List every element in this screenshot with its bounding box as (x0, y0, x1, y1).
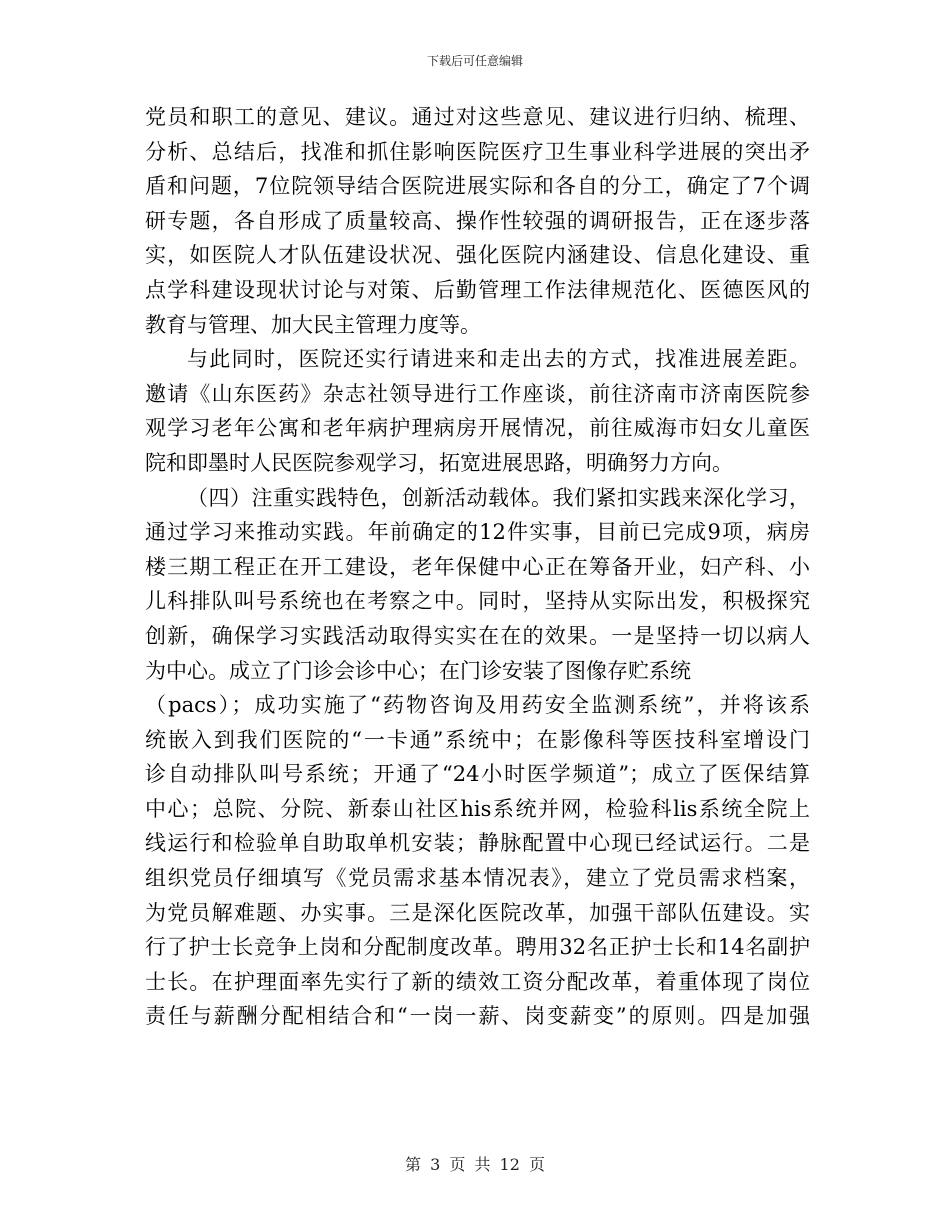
text-line: 行了护士长竞争上岗和分配制度改革。聘用32名正护士长和14名副护 (145, 935, 810, 960)
text-line: 与此同时，医院还实行请进来和走出去的方式，找准进展差距。 (187, 347, 810, 372)
text-line: 实，如医院人才队伍建设状况、强化医院内涵建设、信息化建设、重 (145, 243, 810, 268)
text-line: 责任与薪酬分配相结合和“一岗一薪、岗变薪变”的原则。四是加强 (145, 1004, 810, 1029)
text-line: 分析、总结后，找准和抓住影响医院医疗卫生事业科学进展的突出矛 (145, 139, 810, 164)
text-line: 研专题，各自形成了质量较高、操作性较强的调研报告，正在逐步落 (145, 208, 810, 233)
text-line: 诊自动排队叫号系统；开通了“24小时医学频道”；成立了医保结算 (145, 762, 810, 787)
text-line: 为党员解难题、办实事。三是深化医院改革，加强干部队伍建设。实 (145, 900, 810, 925)
text-line: 为中心。成立了门诊会诊中心；在门诊安装了图像存贮系统 (145, 658, 691, 683)
text-line: 统嵌入到我们医院的“一卡通”系统中；在影像科等医技科室增设门 (145, 727, 810, 752)
page-number-footer: 第 3 页 共 12 页 (405, 1155, 545, 1174)
text-line: （四）注重实践特色，创新活动载体。我们紧扣实践来深化学习， (187, 485, 810, 510)
text-line: 组织党员仔细填写《党员需求基本情况表》，建立了党员需求档案， (145, 866, 810, 891)
page-header-note: 下载后可任意编辑 (426, 54, 523, 68)
text-line: 院和即墨时人民医院参观学习，拓宽进展思路，明确努力方向。 (145, 450, 733, 475)
text-line: 楼三期工程正在开工建设，老年保健中心正在筹备开业，妇产科、小 (145, 554, 810, 579)
text-line: 盾和问题，7位院领导结合医院进展实际和各自的分工，确定了7个调 (145, 174, 810, 199)
text-line: 邀请《山东医药》杂志社领导进行工作座谈，前往济南市济南医院参 (145, 381, 810, 406)
document-body (145, 100, 810, 1034)
text-line: 儿科排队叫号系统也在考察之中。同时，坚持从实际出发，积极探究 (145, 589, 810, 614)
text-line: 观学习老年公寓和老年病护理病房开展情况，前往威海市妇女儿童医 (145, 416, 810, 441)
text-line: 士长。在护理面率先实行了新的绩效工资分配改革，着重体现了岗位 (145, 969, 810, 994)
text-line: 中心；总院、分院、新泰山社区his系统并网，检验科lis系统全院上 (145, 796, 810, 821)
text-line: 线运行和检验单自助取单机安装；静脉配置中心现已经试运行。二是 (145, 831, 810, 856)
text-line: 党员和职工的意见、建议。通过对这些意见、建议进行归纳、梳理、 (145, 105, 810, 129)
text-line: 点学科建设现状讨论与对策、后勤管理工作法律规范化、医德医风的 (145, 277, 810, 302)
text-line: 教育与管理、加大民主管理力度等。 (145, 312, 481, 337)
text-line: （pacs）；成功实施了“药物咨询及用药安全监测系统”，并将该系 (145, 693, 810, 718)
text-line: 创新，确保学习实践活动取得实实在在的效果。一是坚持一切以病人 (145, 623, 810, 648)
text-line: 通过学习来推动实践。年前确定的12件实事，目前已完成9项，病房 (145, 520, 810, 545)
